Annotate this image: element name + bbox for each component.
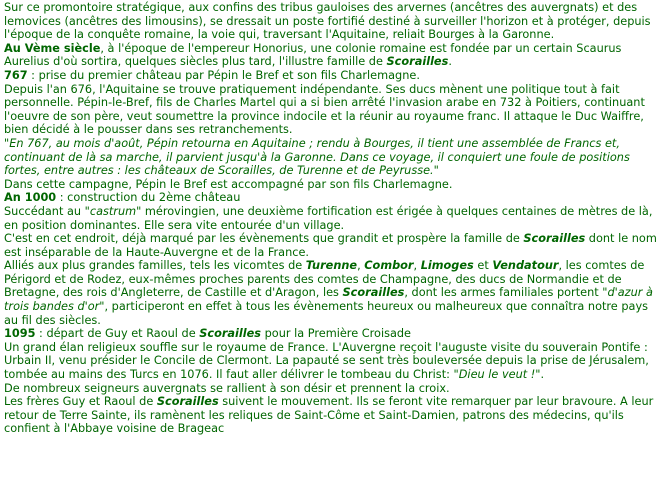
date-heading: Au Vème siècle [4,41,101,55]
family-name: Scorailles [156,395,219,409]
paragraph-aquitaine: Depuis l'an 676, l'Aquitaine se trouve pratiquement indépendante. Ses ducs mènent une politique tout à fait personnelle. Pépin-le-Bref, fils de Charles Martel qui a si bien arrêté l'invasion arabe en 732 à Poitiers, continuant l'oeuvre de son père, veut soumettre la province indocile et la réunir au royaume franc. Il attaque le Duc Waiffre, bien décidé à le pousser dans ses retranchements. [4,82,645,137]
paragraph-castrum: Succédant au "castrum" mérovingien, une deuxième fortification est érigée à quelques centaines de mètres de là, en position dominantes. Elle sera vite entourée d'un village. [4,204,653,232]
paragraph-campaign: Dans cette campagne, Pépin le Bref est accompagné par son fils Charlemagne. [4,177,453,191]
date-heading: 767 [4,68,28,82]
date-heading: An 1000 [4,191,57,205]
paragraph-5th-century: Au Vème siècle, à l'époque de l'empereur Honorius, une colonie romaine est fondée par un certain Scaurus Aurelius d'où sortira, quelques siècles plus tard, l'illustre famille de Scorailles. [4,41,622,69]
paragraph-767: 767 : prise du premier château par Pépin le Bref et son fils Charlemagne. [4,68,420,82]
paragraph-family: C'est en cet endroit, déjà marqué par les évènements que grandit et prospère la famille de Scorailles dont le nom est inséparable de la Haute-Auvergne et de la France. [4,232,657,259]
date-heading: 1095 [4,327,36,341]
paragraph-intro: Sur ce promontoire stratégique, aux confins des tribus gauloises des arvernes (ancêtres des auvergnats) et des lemovices (ancêtres des limousins), se dressait un poste fortifié destiné à surveiller l'horizon et à protéger, depuis l'époque de la conquête romaine, la voie qui, traversant l'Aquitaine, reliait Bourges à la Garonne. [4,1,651,42]
paragraph-1095: 1095 : départ de Guy et Raoul de Scorailles pour la Première Croisade [4,327,412,341]
paragraph-year-1000: An 1000 : construction du 2ème château [4,191,241,205]
family-name: Scorailles [523,232,586,246]
family-name: Scorailles [386,55,449,69]
family-name: Vendatour [492,259,559,273]
family-name: Turenne [305,259,358,273]
family-name: Combor [364,259,414,273]
paragraph-crusade: Un grand élan religieux souffle sur le royaume de France. L'Auvergne reçoit l'auguste visite du souverain Pontife : Urbain II, venu présider le Concile de Clermont. La papauté se sent très bouleversée depuis la prise de Jérusalem, tombée au mains des Turcs en 1076. Il faut aller délivrer le tombeau du Christ: "Dieu le veut !". [4,340,649,382]
family-name: Scorailles [342,286,405,300]
paragraph-alliances: Alliés aux plus grandes familles, tels les vicomtes de Turenne, Combor, Limoges et Vendatour, les comtes de Périgord et de Rodez, eux-mêmes proches parents des comtes de Champagne, des ducs de Normandie et de Bretagne, des rois d'Angleterre, de Castille et d'Aragon, les Scorailles, dont les armes familiales portent "d'azur à trois bandes d'or", participeront en effet à tous les évènements heureux ou malheureux que connaîtra notre pays au fil des siècles. [4,259,653,327]
paragraph-quote: "En 767, au mois d'août, Pépin retourna en Aquitaine ; rendu à Bourges, il tient une assemblée de Francs et, continuant de là sa marche, il parvient jusqu'à la Garonne. Dans ce voyage, il conquiert une foule de positions fortes, entre autres : les châteaux de Scorailles, de Turenne et de Peyrusse." [4,136,630,178]
family-name: Limoges [420,259,474,273]
paragraph-brothers: Les frères Guy et Raoul de Scorailles suivent le mouvement. Ils se feront vite remarquer par leur bravoure. A leur retour de Terre Sainte, ils ramènent les reliques de Saint-Côme et Saint-Damien, patrons des médecins, qu'ils confient à l'Abbaye voisine de Brageac [4,395,654,436]
paragraph-lords: De nombreux seigneurs auvergnats se rallient à son désir et prennent la croix. [4,381,450,395]
family-name: Scorailles [199,327,262,341]
